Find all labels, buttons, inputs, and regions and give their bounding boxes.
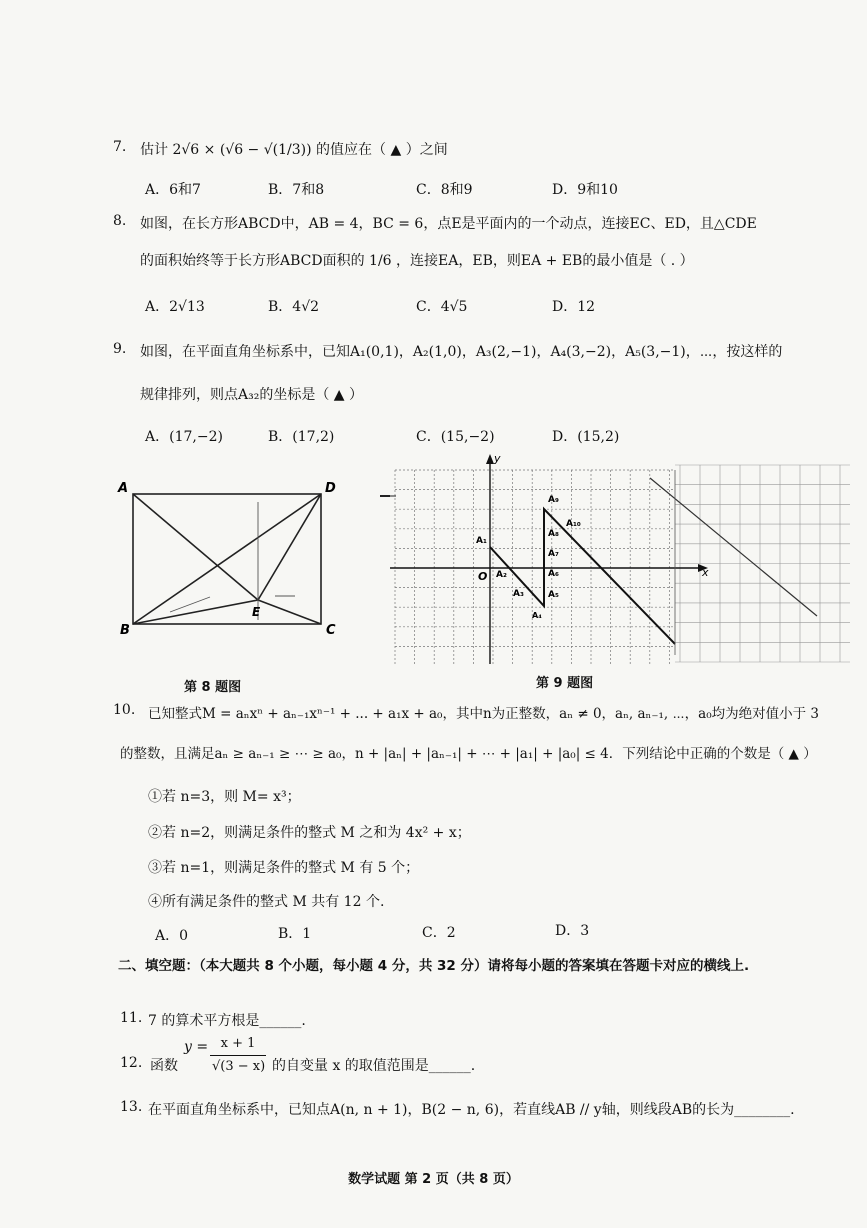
- q8-option-d: D．12: [552, 299, 596, 315]
- label-c: C: [326, 623, 336, 638]
- q8-line2: 的面积始终等于长方形ABCD面积的 1/6 ，连接EA，EB，则EA + EB的最小值是（ . ）: [140, 253, 694, 269]
- figure-8: [110, 472, 350, 642]
- q12-y-equals: y =: [184, 1039, 209, 1055]
- q8-option-a: A．2√13: [145, 299, 205, 315]
- q10-number: 10.: [113, 702, 136, 718]
- q10-statement-4: ④所有满足条件的整式 M 共有 12 个.: [148, 894, 385, 910]
- q11-number: 11.: [120, 1010, 143, 1026]
- origin-label: O: [478, 570, 488, 583]
- q7-option-d: D．9和10: [552, 182, 618, 198]
- q10-line1: 已知整式M = aₙxⁿ + aₙ₋₁xⁿ⁻¹ + ... + a₁x + a₀，其中n为正整数，aₙ ≠ 0，aₙ, aₙ₋₁, ⋯，a₀均为绝对值小于 3: [148, 706, 819, 722]
- q12-suffix: 的自变量 x 的取值范围是______.: [272, 1058, 476, 1074]
- point-a7: A₇: [548, 549, 559, 559]
- label-e: E: [252, 605, 261, 619]
- figure-9: [350, 450, 855, 675]
- diagonal-bd: [133, 494, 321, 624]
- zigzag-path: [490, 509, 675, 644]
- segment-ec: [258, 600, 321, 624]
- point-a1: A₁: [476, 536, 487, 546]
- q12-fraction-denominator: √(3 − x): [212, 1059, 266, 1074]
- q9-line2: 规律排列，则点A₃₂的坐标是（ ▲ ）: [140, 387, 364, 403]
- segment-ed: [258, 494, 321, 600]
- q10-statement-1: ①若 n=3，则 M= x³；: [148, 789, 301, 805]
- q7-option-c: C．8和9: [416, 182, 473, 198]
- q8-line1: 如图，在长方形ABCD中，AB = 4，BC = 6，点E是平面内的一个动点，连接EC、ED，且△CDE: [140, 216, 757, 232]
- point-a9: A₉: [548, 495, 559, 505]
- q10-option-a: A．0: [155, 928, 189, 944]
- label-a: A: [118, 481, 129, 496]
- q13-text: 在平面直角坐标系中，已知点A(n, n + 1)，B(2 − n, 6)，若直线AB // y轴，则线段AB的长为________.: [148, 1102, 795, 1118]
- q9-option-a: A．(17,−2): [145, 429, 223, 445]
- q9-option-d: D．(15,2): [552, 429, 620, 445]
- q10-line2: 的整数，且满足aₙ ≥ aₙ₋₁ ≥ ⋯ ≥ a₀，n + |aₙ| + |aₙ₋₁| + ⋯ + |a₁| + |a₀| ≤ 4．下列结论中正确的个数是（ ▲ ）: [120, 746, 817, 762]
- figure-8-caption: 第 8 题图: [184, 680, 242, 695]
- q12-prefix: 函数: [150, 1058, 178, 1074]
- q8-number: 8.: [113, 213, 127, 229]
- point-a10: A₁₀: [566, 519, 581, 529]
- point-a6: A₆: [548, 569, 559, 579]
- q8-option-b: B．4√2: [268, 299, 320, 315]
- q9-option-b: B．(17,2): [268, 429, 335, 445]
- figure-9-caption: 第 9 题图: [536, 676, 594, 691]
- point-a8: A₈: [548, 529, 559, 539]
- point-a4: A₄: [532, 611, 542, 620]
- q9-number: 9.: [113, 341, 127, 357]
- segment-ea: [133, 494, 258, 600]
- q10-statement-3: ③若 n=1，则满足条件的整式 M 有 5 个；: [148, 860, 420, 876]
- page-footer: 数学试题 第 2 页（共 8 页）: [348, 1172, 519, 1187]
- q10-option-d: D．3: [555, 923, 590, 939]
- q8-option-c: C．4√5: [416, 299, 468, 315]
- q12-fraction-bar: [210, 1055, 266, 1056]
- section-2-heading: 二、填空题：（本大题共 8 个小题，每小题 4 分，共 32 分）请将每小题的答案填在答题卡对应的横线上.: [118, 958, 750, 974]
- q10-option-b: B．1: [278, 926, 312, 942]
- q7-number: 7.: [113, 139, 127, 155]
- q12-number: 12.: [120, 1055, 143, 1071]
- y-axis-label: y: [494, 452, 501, 465]
- q7-text: 估计 2√6 × (√6 − √(1/3)) 的值应在（ ▲ ）之间: [140, 142, 448, 158]
- q9-option-c: C．(15,−2): [416, 429, 495, 445]
- point-a5: A₅: [548, 590, 559, 600]
- q10-option-c: C．2: [422, 925, 456, 941]
- q12-fraction-numerator: x + 1: [220, 1036, 256, 1051]
- q7-option-a: A．6和7: [145, 182, 201, 198]
- x-axis-label: x: [702, 566, 709, 579]
- point-a3: A₃: [513, 589, 524, 599]
- q10-statement-2: ②若 n=2，则满足条件的整式 M 之和为 4x² + x；: [148, 825, 471, 841]
- q9-line1: 如图，在平面直角坐标系中，已知A₁(0,1)，A₂(1,0)，A₃(2,−1)，A₄(3,−2)，A₅(3,−1)，⋯，按这样的: [140, 344, 783, 360]
- label-b: B: [120, 623, 130, 638]
- q13-number: 13.: [120, 1099, 143, 1115]
- label-d: D: [325, 481, 336, 496]
- y-axis-arrow: [486, 454, 494, 464]
- q7-option-b: B．7和8: [268, 182, 325, 198]
- q11-text: 7 的算术平方根是______.: [148, 1013, 306, 1029]
- point-a2: A₂: [496, 570, 507, 580]
